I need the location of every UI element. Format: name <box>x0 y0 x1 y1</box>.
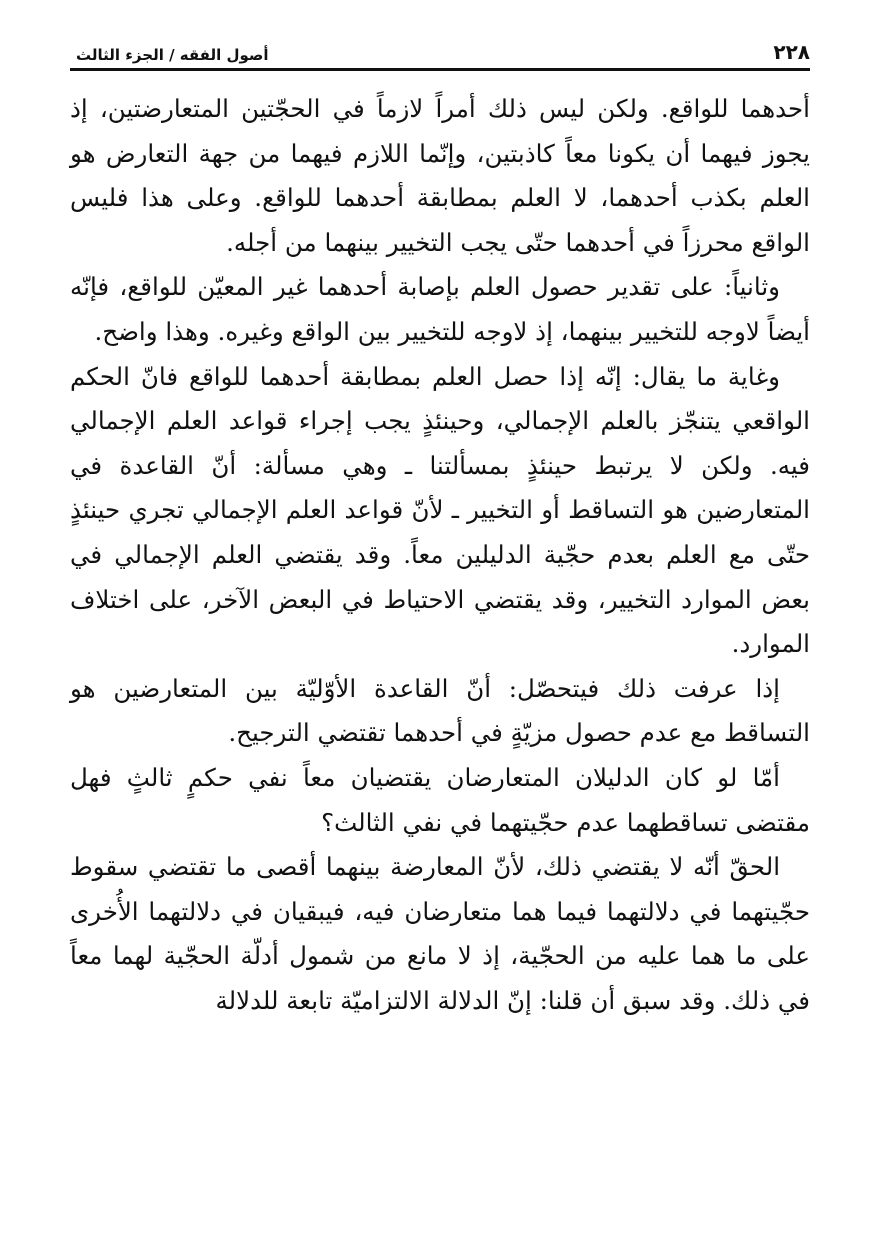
page-header <box>70 34 810 71</box>
paragraph: وثانياً: على تقدير حصول العلم بإصابة أحدهما غير المعيّن للواقع، فإنّه أيضاً لاوجه للتخيير بينهما، إذ لاوجه للتخيير بين الواقع وغيره. وهذا واضح. <box>70 272 810 346</box>
paragraph: الحقّ أنّه لا يقتضي ذلك، لأنّ المعارضة بينهما أقصى ما تقتضي سقوط حجّيتهما في دلالتهما فيما هما متعارضان فيه، فيبقيان في دلالتهما الأُخرى على ما هما عليه من الحجّية، إذ لا مانع من شمول أدلّة الحجّية لهما معاً في ذلك. وقد سبق أن قلنا: إنّ الدلالة الالتزاميّة تابعة للدلالة <box>70 852 810 1015</box>
running-title: أصول الفقه / الجزء الثالث <box>76 46 269 64</box>
paragraph: وغاية ما يقال: إنّه إذا حصل العلم بمطابقة أحدهما للواقع فانّ الحكم الواقعي يتنجّز بالعلم الإجمالي، وحينئذٍ يجب إجراء قواعد العلم الإجمالي فيه. ولكن لا يرتبط حينئذٍ بمسألتنا ـ وهي مسألة: أنّ القاعدة في المتعارضين هو التساقط أو التخيير ـ لأنّ قواعد العلم الإجمالي تجري حينئذٍ حتّى مع العلم بعدم حجّية الدليلين معاً. وقد يقتضي العلم الإجمالي في بعض الموارد التخيير، وقد يقتضي الاحتياط في البعض الآخر، على اختلاف الموارد. <box>70 361 810 659</box>
body-text <box>70 87 810 1023</box>
paragraph: أحدهما للواقع. ولكن ليس ذلك أمراً لازماً في الحجّتين المتعارضتين، إذ يجوز فيهما أن يكونا معاً كاذبتين، وإنّما اللازم فيهما من جهة التعارض هو العلم بكذب أحدهما، لا العلم بمطابقة أحدهما للواقع. وعلى هذا فليس الواقع محرزاً في أحدهما حتّى يجب التخيير بينهما من أجله. <box>70 94 810 257</box>
book-page <box>70 34 810 1234</box>
page-number: ٢٢٨ <box>773 40 810 64</box>
paragraph: أمّا لو كان الدليلان المتعارضان يقتضيان معاً نفي حكمٍ ثالثٍ فهل مقتضى تساقطهما عدم حجّيتهما في نفي الثالث؟ <box>70 762 810 837</box>
paragraph: إذا عرفت ذلك فيتحصّل: أنّ القاعدة الأوّليّة بين المتعارضين هو التساقط مع عدم حصول مزيّةٍ في أحدهما تقتضي الترجيح. <box>70 673 810 748</box>
